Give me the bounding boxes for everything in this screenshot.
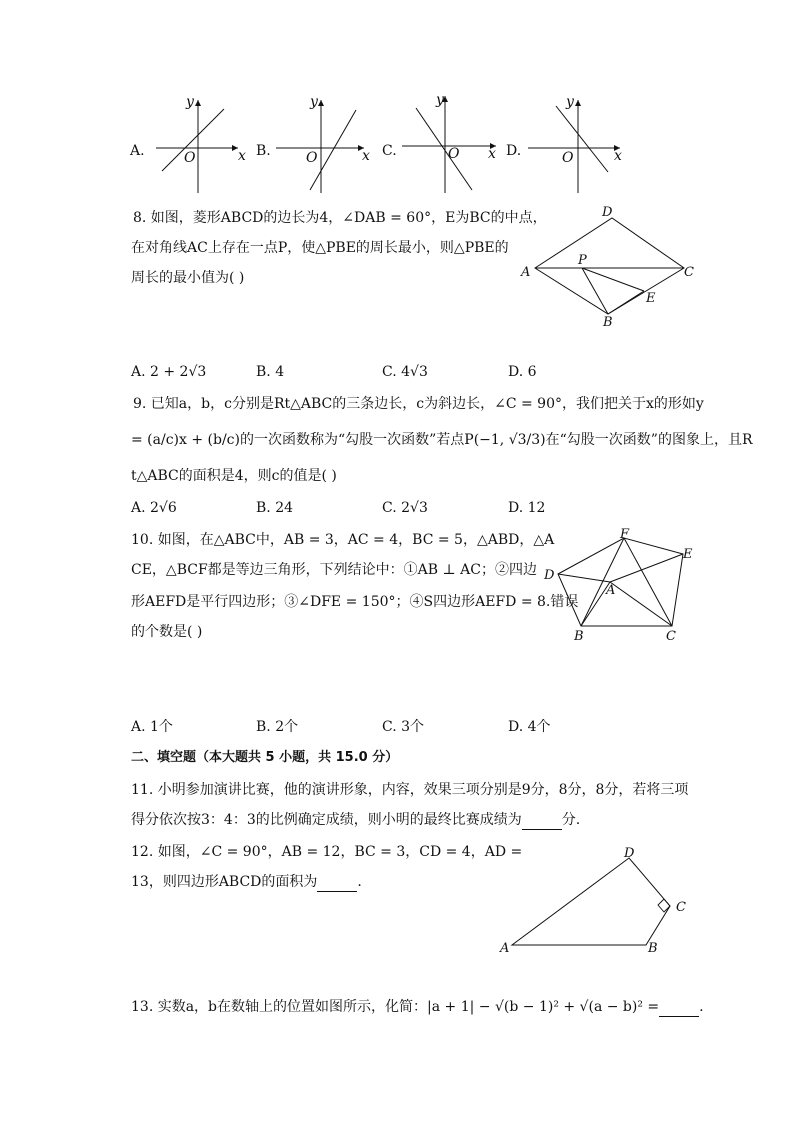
q10-line-1: 10. 如图，在△ABC中，AB = 3，AC = 4，BC = 5，△ABD，△A: [131, 532, 555, 548]
q10-label-a: A: [606, 583, 616, 598]
q9-line-2: = (a/c)x + (b/c)的一次函数称为“勾股一次函数”若点P(−1, √3/3)在“勾股一次函数”的图象上，且R: [131, 432, 753, 448]
q12-label-c: C: [676, 900, 686, 915]
q8-option-b[interactable]: B. 4: [256, 364, 285, 380]
q12-label-b: B: [648, 941, 658, 956]
q7-d-x: x: [614, 148, 622, 164]
q10-option-a[interactable]: A. 1个: [131, 719, 173, 735]
q10-label-d: D: [544, 568, 555, 583]
q10-triangle-figure: [538, 526, 698, 644]
q10-triangle-svg: [538, 526, 698, 644]
q7-c-graph-line: [416, 108, 472, 190]
q8-line-2: 在对角线AC上存在一点P，使△PBE的周长最小，则△PBE的: [131, 240, 509, 256]
q10-line-2: CE，△BCF都是等边三角形，下列结论中：①AB ⊥ AC；②四边: [131, 562, 537, 578]
q9-line-3: t△ABC的面积是4，则c的值是( ): [131, 468, 337, 484]
q7-c-label: C.: [382, 143, 397, 159]
q10-line-3: 形AEFD是平行四边形；③∠DFE = 150°；④S四边形AEFD = 8.错误: [131, 594, 579, 610]
q10-option-d[interactable]: D. 4个: [508, 719, 551, 735]
q12-quadrilateral-figure: [498, 844, 698, 956]
q7-d-o: O: [562, 150, 574, 166]
q7-b-label: B.: [256, 143, 271, 159]
q12-label-d: D: [624, 846, 635, 861]
q8-label-a: A: [521, 265, 531, 280]
q8-label-b: B: [603, 315, 613, 330]
q7-d-y: y: [566, 94, 574, 110]
q7-c-x: x: [488, 146, 496, 162]
section-heading-fill-in: 二、填空题（本大题共 5 小题，共 15.0 分）: [131, 750, 399, 765]
q13-line: [131, 997, 704, 1017]
q7-graphs: [120, 88, 640, 198]
q12-label-a: A: [500, 941, 510, 956]
q7-a-o: O: [184, 150, 196, 166]
q11-answer-blank[interactable]: [522, 815, 562, 830]
q9-option-c[interactable]: C. 2√3: [382, 500, 428, 516]
q8-option-d[interactable]: D. 6: [508, 364, 537, 380]
q9-line-1: 9. 已知a，b，c分别是Rt△ABC的三条边长，c为斜边长，∠C = 90°，我们把关于x的形如y: [133, 396, 704, 412]
q11-line-2-end: 分.: [561, 812, 581, 828]
q13-text: 13. 实数a，b在数轴上的位置如图所示，化简：|a + 1| − √(b − 1)² + √(a − b)² =: [131, 999, 660, 1015]
q12-line-1: 12. 如图，∠C = 90°，AB = 12，BC = 3，CD = 4，AD =: [131, 844, 523, 860]
q8-label-c: C: [684, 265, 694, 280]
q12-line-2-end: .: [357, 874, 362, 890]
q9-option-d[interactable]: D. 12: [508, 500, 546, 516]
q10-label-c: C: [666, 629, 676, 644]
q7-b-y: y: [310, 94, 318, 110]
q7-b-o: O: [306, 150, 318, 166]
q12-quadrilateral-svg: [498, 844, 698, 956]
q7-a-y: y: [186, 94, 194, 110]
q7-a-label: A.: [130, 143, 145, 159]
q11-line-1: 11. 小明参加演讲比赛，他的演讲形象，内容，效果三项分别是9分，8分，8分，若将三项: [131, 782, 689, 798]
q9-option-a[interactable]: A. 2√6: [131, 500, 177, 516]
q10-label-e: E: [683, 547, 693, 562]
q7-a-x: x: [238, 148, 246, 164]
q12-line-2: [131, 872, 362, 892]
q11-line-2-text: 得分依次按3：4：3的比例确定成绩，则小明的最终比赛成绩为: [131, 812, 522, 828]
q10-option-b[interactable]: B. 2个: [256, 719, 299, 735]
q8-option-c[interactable]: C. 4√3: [382, 364, 428, 380]
q11-line-2: [131, 810, 580, 830]
q12-answer-blank[interactable]: [317, 877, 357, 892]
q8-rhombus-figure: [518, 202, 698, 332]
q8-line-1: 8. 如图，菱形ABCD的边长为4，∠DAB = 60°，E为BC的中点，: [133, 210, 547, 226]
q10-label-b: B: [574, 629, 584, 644]
q10-label-f: F: [620, 527, 630, 542]
q12-line-2-text: 13，则四边形ABCD的面积为: [131, 874, 318, 890]
q8-label-d: D: [602, 205, 613, 220]
q8-rhombus-svg: [518, 202, 698, 332]
q7-c-o: O: [448, 146, 460, 162]
q7-d-label: D.: [506, 143, 522, 159]
q8-label-e: E: [646, 291, 656, 306]
q7-b-x: x: [362, 148, 370, 164]
q7-c-y: y: [436, 92, 444, 108]
q10-line-4: 的个数是( ): [131, 624, 203, 640]
q8-label-p: P: [578, 253, 587, 268]
q13-answer-blank[interactable]: [659, 1002, 699, 1017]
q10-option-c[interactable]: C. 3个: [382, 719, 425, 735]
q8-line-3: 周长的最小值为( ): [131, 270, 245, 286]
q8-option-a[interactable]: A. 2 + 2√3: [131, 364, 207, 380]
q13-end: .: [699, 999, 704, 1015]
q7-graphs-svg: [120, 88, 640, 198]
q9-option-b[interactable]: B. 24: [256, 500, 294, 516]
